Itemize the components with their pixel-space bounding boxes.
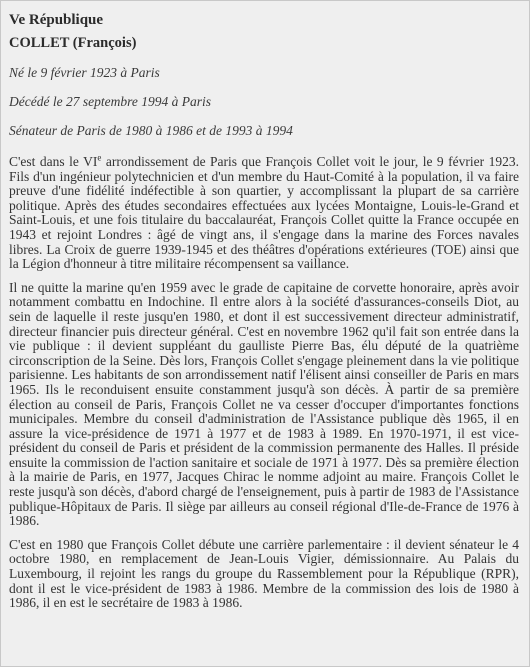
ordinal-superscript: e	[97, 152, 102, 163]
birth-line: Né le 9 février 1923 à Paris	[9, 65, 160, 80]
bio-paragraph-2: Il ne quitte la marine qu'en 1959 avec le grade de capitaine de corvette honoraire, après avoir notamment combattu en Indochine. Il entre alors à la société d'assurances-conseils Diot, au sein de laquelle il reste jusqu'en 1980, et dont il est successivement directeur administratif, directeur financier puis directeur général. C'est en novembre 1962 qu'il fait son entrée dans la vie publique : il devient suppléant du gaulliste Pierre Bas, élu député de la quatrième circonscription de la Seine. Dès lors, François Collet s'engage pleinement dans la vie politique parisienne. Les habitants de son arrondissement natif l'élisent ainsi conseiller de Paris en mars 1965. Ils le reconduisent ensuite constamment jusqu'à son décès. À partir de sa première élection au conseil de Paris, François Collet ne va cesser d'occuper d'importantes fonctions municipales. Membre du conseil d'administration de l'Assistance publique dès 1965, il en assure la vice-présidence de 1971 à 1977 et de 1983 à 1989. En 1970-1971, il est vice-président du conseil de Paris et président de la commission permanente des Halles. Il préside ensuite la commission de l'action sanitaire et sociale de 1971 à 1977. Dès sa première élection à la mairie de Paris, en 1977, Jacques Chirac le nomme adjoint au maire. François Collet le reste jusqu'à son décès, d'abord chargé de l'enseignement, puis à partir de 1983 de l'Assistance publique-Hôpitaux de Paris. Il siège par ailleurs au conseil régional d'Ile-de-France de 1976 à 1986.	[9, 279, 519, 529]
bio-paragraph-1-start: C'est dans le VI	[9, 154, 98, 169]
bio-paragraph-3: C'est en 1980 que François Collet débute une carrière parlementaire : il devient sénateur le 4 octobre 1980, en remplacement de Jean-Louis Vigier, démissionnaire. Au Palais du Luxembourg, il rejoint les rangs du groupe du Rassemblement pour la République (RPR), dont il est le vice-président de 1983 à 1986. Membre de la commission des lois de 1980 à 1986, il en est le secrétaire de 1983 à 1986.	[9, 536, 519, 611]
bio-paragraph-1	[9, 152, 519, 272]
bio-paragraph-1-rest: arrondissement de Paris que François Collet voit le jour, le 9 février 1923. Fils d'un ingénieur polytechnicien et d'un membre du Haut-Comité à la population, il va faire preuve d'une fidélité indéfectible à son quartier, y accomplissant la plupart de sa carrière politique. Après des études secondaires effectuées aux lycées Montaigne, Louis-le-Grand et Saint-Louis, et une fois titulaire du baccalauréat, François Collet quitte la France occupée en 1943 et rejoint Londres : âgé de vingt ans, il s'engage dans la marine des Forces navales libres. La Croix de guerre 1939-1945 et des théâtres d'opérations extérieures (TOE) ainsi que la Légion d'honneur à titre militaire récompensent sa vaillance.	[9, 154, 519, 272]
death-line: Décédé le 27 septembre 1994 à Paris	[9, 94, 211, 109]
person-name: COLLET (François)	[9, 35, 137, 51]
republic-heading: Ve République	[9, 12, 104, 28]
mandate-line: Sénateur de Paris de 1980 à 1986 et de 1993 à 1994	[9, 123, 293, 138]
